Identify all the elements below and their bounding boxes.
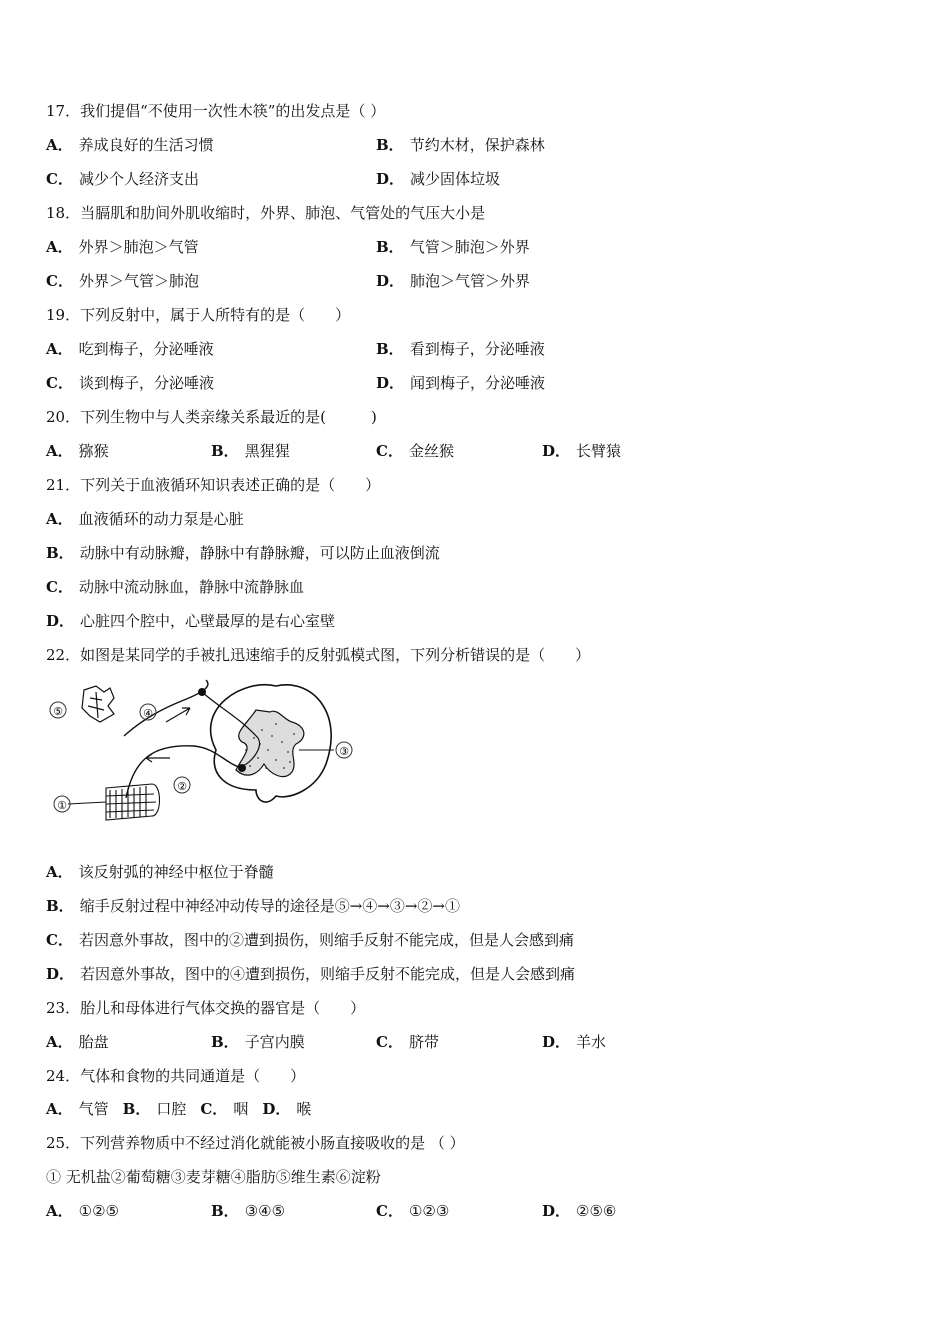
- option-label: C．: [46, 272, 73, 290]
- option-label: A．: [46, 442, 73, 460]
- option-text: 该反射弧的神经中枢位于脊髓: [78, 863, 274, 881]
- q23-option-c[interactable]: [376, 1032, 439, 1052]
- q18-option-c[interactable]: [46, 271, 199, 291]
- option-text: ②⑤⑥: [576, 1202, 617, 1220]
- option-label: A．: [46, 238, 73, 256]
- option-text: 若因意外事故，图中的④遭到损伤，则缩手反射不能完成，但是人会感到痛: [80, 965, 576, 983]
- option-label: A．: [46, 136, 73, 154]
- label-5: [50, 702, 66, 718]
- q24-options-row: [46, 1099, 311, 1119]
- q22-option-a[interactable]: [46, 862, 274, 882]
- option-text: 金丝猴: [408, 442, 454, 460]
- q23-option-b[interactable]: [211, 1032, 305, 1052]
- option-label: A．: [46, 1202, 73, 1220]
- option-label: B．: [122, 1100, 151, 1118]
- q24-option-a[interactable]: [46, 1100, 109, 1118]
- option-label: B．: [376, 340, 404, 358]
- question-19-stem: 19．下列反射中，属于人所特有的是（ ）: [46, 306, 351, 324]
- option-label: C．: [46, 374, 73, 392]
- label-4: [140, 704, 156, 720]
- q18-option-b[interactable]: [376, 237, 530, 257]
- option-text: 减少固体垃圾: [410, 170, 501, 188]
- option-text: 肺泡＞气管＞外界: [410, 272, 531, 290]
- option-text: ①②⑤: [78, 1202, 119, 1220]
- q23-option-a[interactable]: [46, 1032, 109, 1052]
- svg-text:③: ③: [339, 745, 349, 758]
- receptor-finger: [106, 784, 160, 820]
- option-label: A．: [46, 340, 73, 358]
- option-label: D．: [542, 442, 571, 460]
- option-label: B．: [46, 897, 74, 915]
- question-25-items: ① 无机盐②葡萄糖③麦芽糖④脂肪⑤维生素⑥淀粉: [46, 1168, 381, 1186]
- q20-option-d[interactable]: [542, 441, 621, 461]
- q20-option-b[interactable]: [211, 441, 290, 461]
- question-24-stem: 24．气体和食物的共同通道是（ ）: [46, 1067, 306, 1085]
- option-label: A．: [46, 863, 73, 881]
- option-text: 血液循环的动力泵是心脏: [78, 510, 244, 528]
- option-label: C．: [376, 1033, 403, 1051]
- option-text: 若因意外事故，图中的②遭到损伤，则缩手反射不能完成，但是人会感到痛: [78, 931, 574, 949]
- option-text: 动脉中有动脉瓣，静脉中有静脉瓣，可以防止血液倒流: [79, 544, 440, 562]
- up-arrow: [166, 708, 190, 722]
- option-label: A．: [46, 510, 73, 528]
- option-label: C．: [46, 578, 73, 596]
- option-text: 谈到梅子，分泌唾液: [78, 374, 214, 392]
- q24-option-b[interactable]: [123, 1100, 187, 1118]
- option-text: 气管＞肺泡＞外界: [409, 238, 530, 256]
- q20-option-a[interactable]: [46, 441, 109, 461]
- option-text: 看到梅子，分泌唾液: [409, 340, 545, 358]
- question-21-stem: 21．下列关于血液循环知识表述正确的是（ ）: [46, 476, 381, 494]
- option-text: 动脉中流动脉血，静脉中流静脉血: [78, 578, 304, 596]
- option-text: 长臂猿: [576, 442, 622, 460]
- option-label: D．: [46, 965, 75, 983]
- label-2: [174, 777, 190, 793]
- option-label: D．: [46, 612, 75, 630]
- option-label: C．: [376, 442, 403, 460]
- option-label: B．: [46, 544, 74, 562]
- svg-text:④: ④: [143, 707, 153, 720]
- option-label: A．: [46, 1100, 73, 1118]
- option-text: 喉: [296, 1100, 312, 1118]
- option-text: 羊水: [576, 1033, 607, 1051]
- q22-option-c[interactable]: [46, 930, 574, 950]
- q17-option-b[interactable]: [376, 135, 545, 155]
- option-text: 黑猩猩: [244, 442, 290, 460]
- option-label: C．: [46, 931, 73, 949]
- option-text: 咽: [233, 1100, 249, 1118]
- option-label: B．: [211, 1033, 239, 1051]
- q25-option-d[interactable]: [542, 1201, 616, 1221]
- left-arrow: [146, 754, 170, 762]
- option-text: 心脏四个腔中，心壁最厚的是右心室壁: [80, 612, 336, 630]
- option-text: 猕猴: [78, 442, 109, 460]
- question-20-stem: 20．下列生物中与人类亲缘关系最近的是( ): [46, 408, 377, 426]
- efferent-nerve: [124, 680, 208, 736]
- option-label: D．: [542, 1033, 571, 1051]
- option-text: 子宫内膜: [244, 1033, 305, 1051]
- svg-text:②: ②: [177, 780, 187, 793]
- option-label: D．: [376, 170, 405, 188]
- grey-matter: [236, 710, 304, 777]
- question-18-stem: 18．当膈肌和肋间外肌收缩时，外界、肺泡、气管处的气压大小是: [46, 204, 486, 222]
- reflex-arc-diagram: [44, 678, 364, 833]
- option-text: 节约木材，保护森林: [409, 136, 545, 154]
- q24-option-d[interactable]: [262, 1100, 311, 1118]
- option-label: C．: [200, 1100, 228, 1118]
- option-label: C．: [46, 170, 73, 188]
- question-25-stem: 25．下列营养物质中不经过消化就能被小肠直接吸收的是 （ ）: [46, 1134, 465, 1152]
- q22-option-d[interactable]: [46, 964, 575, 984]
- label-3: [336, 742, 352, 758]
- q22-option-b[interactable]: [46, 896, 460, 916]
- option-text: 脐带: [408, 1033, 439, 1051]
- option-label: B．: [211, 442, 239, 460]
- q25-option-c[interactable]: [376, 1201, 449, 1221]
- option-text: 吃到梅子，分泌唾液: [78, 340, 214, 358]
- q17-option-c[interactable]: [46, 169, 199, 189]
- question-22-stem: 22．如图是某同学的手被扎迅速缩手的反射弧模式图，下列分析错误的是（ ）: [46, 646, 591, 664]
- effector-muscle: [82, 686, 114, 722]
- q20-option-c[interactable]: [376, 441, 454, 461]
- q23-option-d[interactable]: [542, 1032, 606, 1052]
- option-text: 养成良好的生活习惯: [78, 136, 214, 154]
- q19-option-a[interactable]: [46, 339, 214, 359]
- option-text: 减少个人经济支出: [78, 170, 199, 188]
- option-text: ①②③: [408, 1202, 450, 1220]
- option-label: A．: [46, 1033, 73, 1051]
- q21-option-c[interactable]: [46, 577, 304, 597]
- option-label: B．: [376, 136, 404, 154]
- option-text: 口腔: [156, 1100, 187, 1118]
- option-text: 外界＞肺泡＞气管: [78, 238, 199, 256]
- q24-option-c[interactable]: [200, 1100, 248, 1118]
- option-label: D．: [376, 272, 405, 290]
- sensory-neuron-body: [238, 764, 246, 772]
- q19-option-b[interactable]: [376, 339, 545, 359]
- q18-option-d[interactable]: [376, 271, 530, 291]
- leader-line: [68, 802, 106, 804]
- option-label: D．: [262, 1100, 291, 1118]
- question-17-stem: 17．我们提倡“不使用一次性木筷”的出发点是（ ）: [46, 102, 386, 120]
- q25-option-b[interactable]: [211, 1201, 285, 1221]
- option-label: B．: [211, 1202, 239, 1220]
- option-text: 气管: [78, 1100, 109, 1118]
- option-label: C．: [376, 1202, 403, 1220]
- question-23-stem: 23．胎儿和母体进行气体交换的器官是（ ）: [46, 999, 366, 1017]
- option-label: B．: [376, 238, 404, 256]
- option-text: ③④⑤: [244, 1202, 286, 1220]
- option-label: D．: [542, 1202, 571, 1220]
- svg-text:⑤: ⑤: [53, 705, 63, 718]
- q19-option-c[interactable]: [46, 373, 214, 393]
- q21-option-d[interactable]: [46, 611, 335, 631]
- q18-option-a[interactable]: [46, 237, 199, 257]
- label-1: [54, 796, 70, 812]
- q17-option-d[interactable]: [376, 169, 500, 189]
- q21-option-b[interactable]: [46, 543, 440, 563]
- option-text: 闻到梅子，分泌唾液: [410, 374, 546, 392]
- q17-option-a[interactable]: [46, 135, 214, 155]
- option-text: 缩手反射过程中神经冲动传导的途径是⑤→④→③→②→①: [79, 897, 460, 915]
- svg-text:①: ①: [57, 799, 67, 812]
- q21-option-a[interactable]: [46, 509, 244, 529]
- option-text: 胎盘: [78, 1033, 109, 1051]
- q25-option-a[interactable]: [46, 1201, 119, 1221]
- option-label: D．: [376, 374, 405, 392]
- option-text: 外界＞气管＞肺泡: [78, 272, 199, 290]
- q19-option-d[interactable]: [376, 373, 545, 393]
